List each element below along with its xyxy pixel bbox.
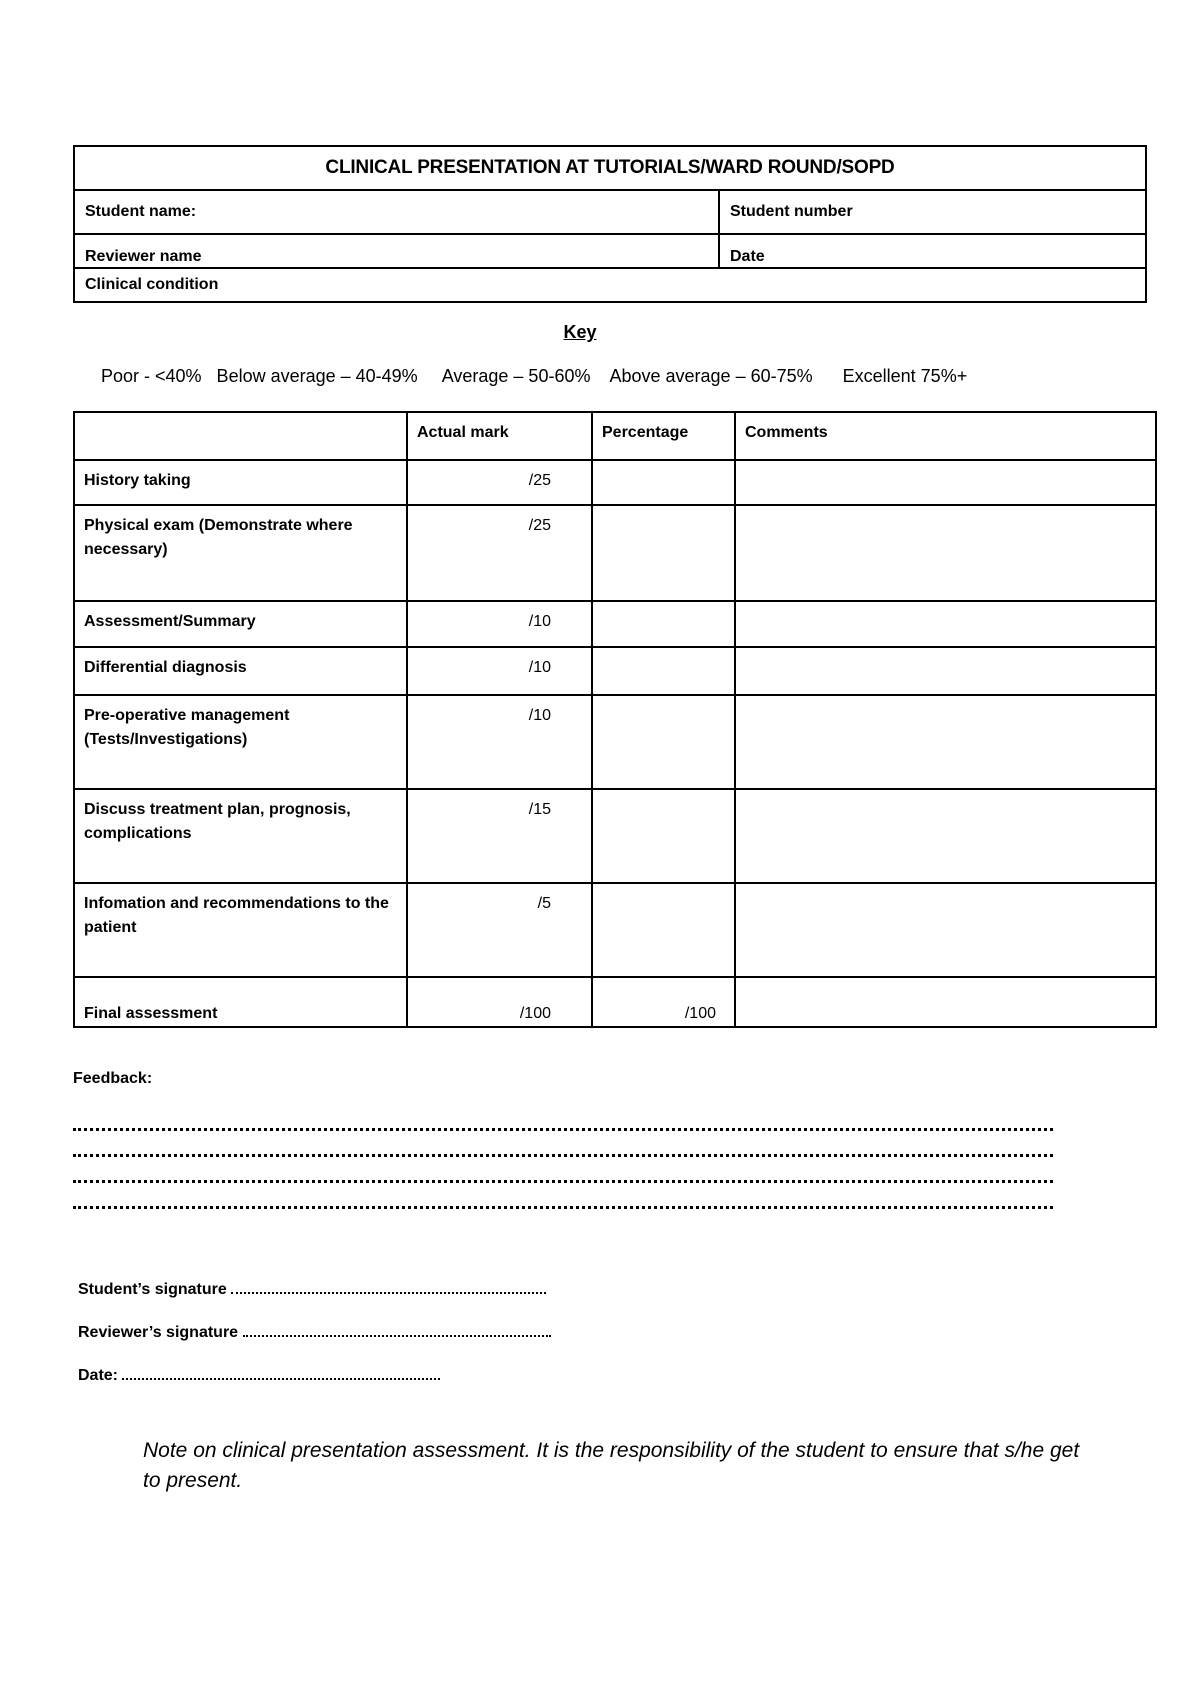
percentage-cell[interactable] <box>592 883 735 977</box>
criterion-label: Assessment/Summary <box>74 601 407 647</box>
reviewer-signature-field[interactable] <box>243 1323 551 1337</box>
mark-cell[interactable]: /25 <box>407 505 592 601</box>
criterion-label: Differential diagnosis <box>74 647 407 695</box>
feedback-line[interactable] <box>73 1154 1053 1157</box>
key-title: Key <box>563 322 597 342</box>
comments-cell[interactable] <box>735 647 1156 695</box>
mark-cell[interactable]: /10 <box>407 647 592 695</box>
mark-cell[interactable]: /10 <box>407 601 592 647</box>
criterion-label: Final assessment <box>74 977 407 1027</box>
comments-cell[interactable] <box>735 505 1156 601</box>
criterion-label: Pre-operative management (Tests/Investigations) <box>74 695 407 789</box>
clinical-condition-field[interactable]: Clinical condition <box>85 276 219 293</box>
student-signature-field[interactable] <box>231 1280 546 1294</box>
table-row <box>74 789 1156 883</box>
mark-cell[interactable]: /5 <box>407 883 592 977</box>
date-field[interactable]: Date <box>730 248 765 265</box>
final-assessment-row <box>74 977 1156 1027</box>
percentage-cell[interactable] <box>592 460 735 505</box>
percentage-cell[interactable] <box>592 601 735 647</box>
header-percentage: Percentage <box>592 412 735 460</box>
reviewer-signature-row <box>78 1323 551 1342</box>
mark-cell[interactable]: /10 <box>407 695 592 789</box>
percentage-cell[interactable] <box>592 647 735 695</box>
percentage-cell[interactable] <box>592 505 735 601</box>
reviewer-signature-label: Reviewer’s signature <box>78 1324 239 1341</box>
reviewer-name-field[interactable]: Reviewer name <box>75 235 720 267</box>
table-header-row <box>74 412 1156 460</box>
criterion-label: Discuss treatment plan, prognosis, complications <box>74 789 407 883</box>
grading-key: Poor - <40% Below average – 40-49% Average – 50-60% Above average – 60-75% Excellent 75%+ <box>101 366 968 386</box>
assessment-table <box>73 411 1157 1028</box>
final-mark-cell[interactable]: /100 <box>407 977 592 1027</box>
mark-cell[interactable]: /25 <box>407 460 592 505</box>
mark-cell[interactable]: /15 <box>407 789 592 883</box>
assessment-note: Note on clinical presentation assessment. It is the responsibility of the student to ensure that s/he get to present. <box>143 1439 1080 1492</box>
feedback-label: Feedback: <box>73 1070 153 1087</box>
comments-cell[interactable] <box>735 789 1156 883</box>
table-row <box>74 883 1156 977</box>
feedback-line[interactable] <box>73 1180 1053 1183</box>
comments-cell[interactable] <box>735 695 1156 789</box>
student-signature-row <box>78 1280 546 1299</box>
table-row <box>74 695 1156 789</box>
table-row <box>74 601 1156 647</box>
criterion-label: Physical exam (Demonstrate where necessary) <box>74 505 407 601</box>
form-header <box>73 145 1147 303</box>
criterion-label: History taking <box>74 460 407 505</box>
student-signature-label: Student’s signature <box>78 1281 227 1298</box>
criterion-label: Infomation and recommendations to the patient <box>74 883 407 977</box>
student-number-field[interactable]: Student number <box>730 203 853 220</box>
signature-date-row <box>78 1366 440 1385</box>
table-row <box>74 647 1156 695</box>
signature-date-label: Date: <box>78 1367 119 1384</box>
header-criterion <box>74 412 407 460</box>
feedback-line[interactable] <box>73 1206 1053 1209</box>
header-comments: Comments <box>735 412 1156 460</box>
form-title: CLINICAL PRESENTATION AT TUTORIALS/WARD ROUND/SOPD <box>325 157 895 178</box>
percentage-cell[interactable] <box>592 695 735 789</box>
table-row <box>74 505 1156 601</box>
comments-cell[interactable] <box>735 883 1156 977</box>
comments-cell[interactable] <box>735 601 1156 647</box>
table-row <box>74 460 1156 505</box>
comments-cell[interactable] <box>735 460 1156 505</box>
header-actual-mark: Actual mark <box>407 412 592 460</box>
feedback-line[interactable] <box>73 1128 1053 1131</box>
signature-date-field[interactable] <box>122 1366 440 1380</box>
final-comments-cell[interactable] <box>735 977 1156 1027</box>
percentage-cell[interactable] <box>592 789 735 883</box>
student-name-field[interactable]: Student name: <box>75 191 720 233</box>
final-percentage-cell[interactable]: /100 <box>592 977 735 1027</box>
